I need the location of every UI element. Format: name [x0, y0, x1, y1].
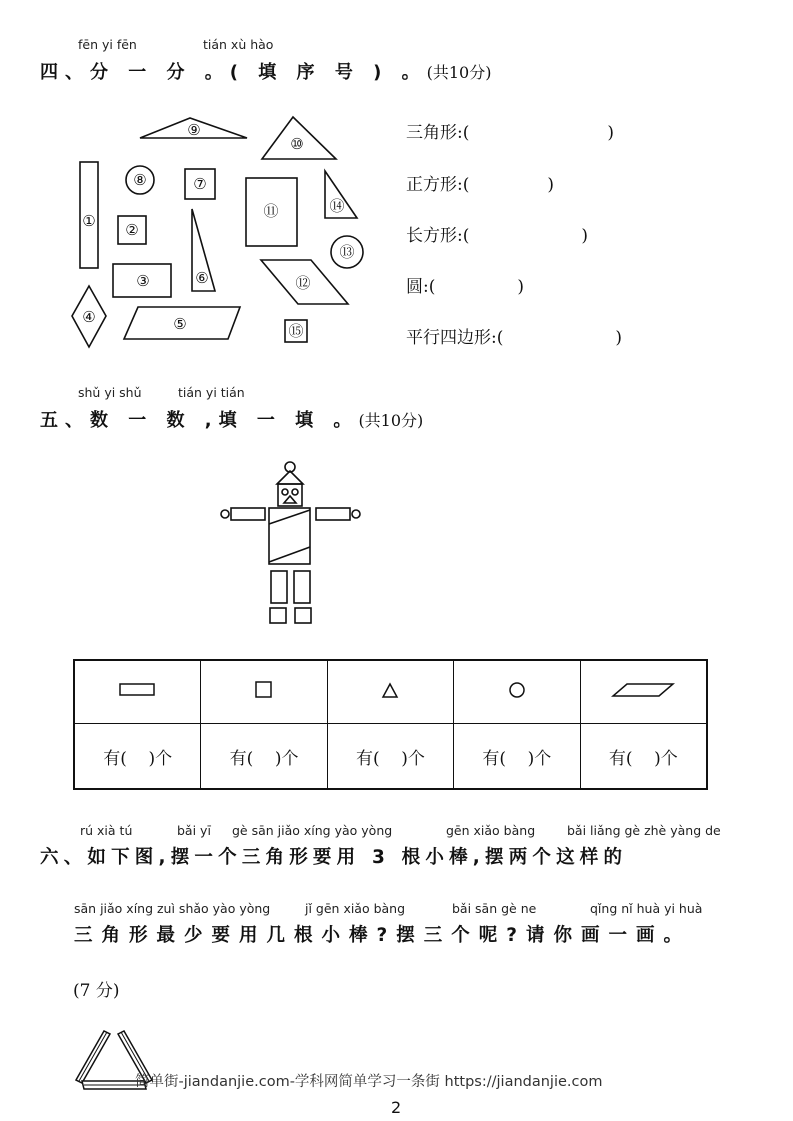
robot-head-triangle	[284, 496, 296, 503]
count-fill-circle-text: 有( )个	[482, 748, 552, 769]
shape-label-1: ①	[82, 212, 96, 230]
rectangle-icon	[118, 682, 158, 698]
count-cell-triangle	[327, 660, 453, 724]
count-cell-parallelogram	[580, 660, 707, 724]
answer-rectangle-label: 长方形:(	[406, 226, 470, 246]
shape-label-10: ⑩	[290, 135, 304, 153]
robot-eye-right	[292, 489, 298, 495]
answer-parallelogram	[406, 323, 622, 348]
count-fill-square[interactable]	[201, 724, 327, 790]
count-table-icon-row	[74, 660, 707, 724]
section6-pinyin-2a: sān jiǎo xíng zuì shǎo yào yòng	[74, 901, 271, 916]
robot-foot-right	[295, 608, 311, 623]
robot-figure	[218, 460, 363, 625]
count-cell-rectangle	[74, 660, 201, 724]
shape-label-13: ⑬	[339, 243, 355, 261]
watermark-footer: 简单街-jiandanjie.com-学科网简单学习一条街 https://jiandanjie.com	[135, 1074, 603, 1090]
shapes-figure	[65, 110, 375, 355]
answer-square-close: )	[547, 175, 555, 195]
page-number: 2	[391, 1098, 402, 1117]
section6-pinyin-1d: gēn xiǎo bàng	[446, 823, 536, 838]
section4-pinyin-2: tián xù hào	[203, 37, 274, 52]
robot-hat-triangle	[277, 471, 303, 484]
shape-label-14: ⑭	[329, 197, 345, 215]
shape-label-7: ⑦	[193, 175, 207, 193]
answer-parallelogram-close: )	[615, 328, 623, 348]
robot-hand-right	[352, 510, 360, 518]
answer-rectangle-close: )	[581, 226, 589, 246]
robot-foot-left	[270, 608, 286, 623]
robot-body-line-2	[269, 547, 310, 562]
count-fill-triangle-text: 有( )个	[356, 748, 425, 769]
count-cell-circle	[454, 660, 580, 724]
section4-score: (共10分)	[426, 63, 492, 82]
shape-label-4: ④	[82, 308, 96, 326]
shape-label-15: ⑮	[288, 322, 304, 340]
section6-line1: 六、如下图,摆一个三角形要用 3 根小棒,摆两个这样的	[40, 847, 628, 868]
count-cell-square	[201, 660, 327, 724]
shape-label-12: ⑫	[295, 274, 311, 292]
answer-rectangle	[406, 221, 588, 246]
section5-pinyin-2: tián yi tián	[178, 385, 245, 400]
section6-pinyin-1e: bǎi liǎng gè zhè yàng de	[567, 823, 721, 838]
robot-hand-left	[221, 510, 229, 518]
count-fill-rectangle[interactable]	[74, 724, 201, 790]
robot-arm-left	[231, 508, 265, 520]
robot-arm-right	[316, 508, 350, 520]
section4-pinyin-1: fēn yi fēn	[78, 37, 137, 52]
answer-parallelogram-label: 平行四边形:(	[406, 328, 504, 348]
answer-circle-label: 圆:(	[406, 277, 436, 297]
section6-line2: 三角形最少要用几根小棒?摆三个呢?请你画一画。	[74, 925, 691, 946]
shape-label-3: ③	[136, 272, 150, 290]
answer-triangle	[406, 118, 614, 143]
robot-leg-right	[294, 571, 310, 603]
count-fill-rectangle-text: 有( )个	[103, 748, 173, 769]
robot-leg-left	[271, 571, 287, 603]
square-icon	[254, 680, 274, 700]
robot-body-line-1	[269, 510, 310, 524]
count-fill-triangle[interactable]	[327, 724, 453, 790]
section6-pinyin-2c: bǎi sān gè ne	[452, 901, 537, 916]
count-table-fill-row	[74, 724, 707, 790]
section6-pinyin-1c: gè sān jiǎo xíng yào yòng	[232, 823, 393, 838]
shape-label-8: ⑧	[133, 171, 147, 189]
section6-pinyin-2b: jǐ gēn xiǎo bàng	[305, 901, 406, 916]
section6-pinyin-1b: bǎi yī	[177, 823, 211, 838]
section6-pinyin-1a: rú xià tú	[80, 823, 133, 838]
section5-title-text: 五、数 一 数 ,填 一 填 。	[40, 410, 359, 431]
shape-label-5: ⑤	[173, 315, 187, 333]
answer-circle-close: )	[517, 277, 525, 297]
section5-title	[40, 406, 423, 432]
section4-title	[40, 58, 491, 84]
answer-square-label: 正方形:(	[406, 175, 470, 195]
section4-title-text: 四、分 一 分 。( 填 序 号 ) 。	[40, 62, 427, 83]
section6-pinyin-2d: qǐng nǐ huà yi huà	[590, 901, 703, 916]
shape-label-11: ⑪	[263, 202, 279, 220]
answer-triangle-close: )	[607, 123, 615, 143]
section5-score: (共10分)	[358, 411, 424, 430]
count-fill-circle[interactable]	[454, 724, 580, 790]
count-fill-square-text: 有( )个	[229, 748, 299, 769]
section5-pinyin-1: shǔ yi shǔ	[78, 385, 142, 400]
triangle-icon	[380, 681, 400, 699]
shape-label-6: ⑥	[195, 269, 209, 287]
shape-label-9: ⑨	[187, 121, 201, 139]
count-fill-parallelogram[interactable]	[580, 724, 707, 790]
circle-icon	[507, 680, 527, 700]
answer-square	[406, 170, 554, 195]
count-fill-parallelogram-text: 有( )个	[608, 748, 678, 769]
section6-score: (7 分)	[73, 981, 120, 1001]
shape-label-2: ②	[125, 221, 139, 239]
count-table	[73, 659, 708, 790]
answer-circle	[406, 272, 524, 297]
answer-triangle-label: 三角形:(	[406, 123, 470, 143]
parallelogram-icon	[611, 682, 675, 698]
robot-eye-left	[282, 489, 288, 495]
